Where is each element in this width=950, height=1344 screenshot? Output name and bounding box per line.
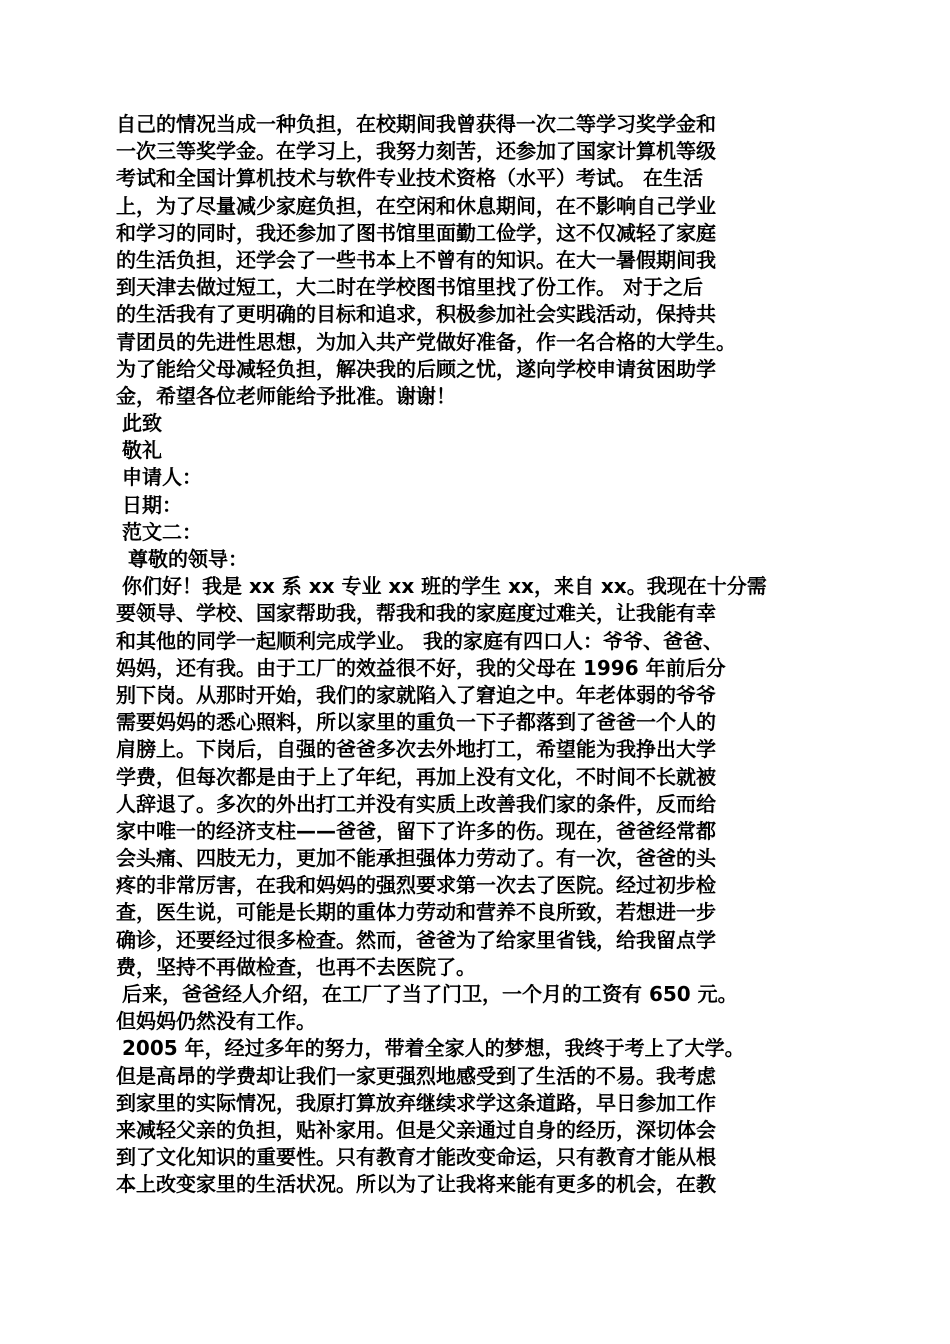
text-line: 你们好！我是 xx 系 xx 专业 xx 班的学生 xx，来自 xx。我现在十分需 — [122, 574, 767, 599]
text-line: 妈妈，还有我。由于工厂的效益很不好，我的父母在 1996 年前后分 — [116, 655, 726, 680]
text-line: 但是高昂的学费却让我们一家更强烈地感受到了生活的不易。我考虑 — [116, 1063, 716, 1088]
text-line: 一次三等奖学金。在学习上，我努力刻苦，还参加了国家计算机等级 — [116, 139, 716, 164]
text-line: 家中唯一的经济支柱——爸爸，留下了许多的伤。现在，爸爸经常都 — [116, 818, 716, 843]
text-line: 日期： — [122, 492, 182, 517]
text-line: 疼的非常厉害，在我和妈妈的强烈要求第一次去了医院。经过初步检 — [116, 873, 716, 898]
text-line: 费，坚持不再做检查，也再不去医院了。 — [116, 954, 476, 979]
text-line: 别下岗。从那时开始，我们的家就陷入了窘迫之中。年老体弱的爷爷 — [116, 682, 716, 707]
text-line: 此致 — [122, 411, 162, 436]
text-line: 范文二： — [122, 519, 202, 544]
text-line: 来减轻父亲的负担，贴补家用。但是父亲通过自身的经历，深切体会 — [116, 1117, 716, 1142]
text-line: 学费，但每次都是由于上了年纪，再加上没有文化，不时间不长就被 — [116, 764, 716, 789]
text-line: 的生活我有了更明确的目标和追求，积极参加社会实践活动，保持共 — [116, 302, 716, 327]
text-line: 上，为了尽量减少家庭负担，在空闲和休息期间，在不影响自己学业 — [116, 193, 716, 218]
text-line: 会头痛、四肢无力，更加不能承担强体力劳动了。有一次，爸爸的头 — [116, 846, 716, 871]
text-line: 的生活负担，还学会了一些书本上不曾有的知识。在大一暑假期间我 — [116, 247, 716, 272]
text-line: 后来，爸爸经人介绍，在工厂了当了门卫，一个月的工资有 650 元。 — [122, 982, 738, 1006]
text-line: 但妈妈仍然没有工作。 — [116, 1009, 316, 1034]
text-line: 人辞退了。多次的外出打工并没有实质上改善我们家的条件，反而给 — [116, 791, 716, 816]
text-line: 金，希望各位老师能给予批准。谢谢！ — [116, 383, 456, 408]
text-line: 考试和全国计算机技术与软件专业技术资格（水平）考试。 在生活 — [116, 166, 703, 191]
text-line: 尊敬的领导： — [128, 547, 248, 571]
text-line: 到天津去做过短工，大二时在学校图书馆里找了份工作。 对于之后 — [116, 275, 703, 300]
text-line: 和学习的同时，我还参加了图书馆里面勤工俭学，这不仅减轻了家庭 — [116, 220, 716, 245]
text-line: 肩膀上。下岗后，自强的爸爸多次去外地打工，希望能为我挣出大学 — [116, 737, 716, 762]
text-line: 和其他的同学一起顺利完成学业。 我的家庭有四口人：爷爷、爸爸、 — [116, 628, 723, 653]
text-line: 到家里的实际情况，我原打算放弃继续求学这条道路，早日参加工作 — [116, 1090, 716, 1115]
text-line: 申请人： — [122, 465, 202, 490]
text-line: 自己的情况当成一种负担，在校期间我曾获得一次二等学习奖学金和 — [116, 112, 716, 136]
document-page — [116, 111, 838, 1199]
text-line: 2005 年，经过多年的努力，带着全家人的梦想，我终于考上了大学。 — [122, 1036, 745, 1061]
text-line: 敬礼 — [122, 438, 162, 463]
text-line: 青团员的先进性思想，为加入共产党做好准备，作一名合格的大学生。 — [116, 329, 736, 354]
text-line: 要领导、学校、国家帮助我，帮我和我的家庭度过难关，让我能有幸 — [116, 601, 716, 626]
text-line: 为了能给父母减轻负担，解决我的后顾之忧，遂向学校申请贫困助学 — [116, 356, 716, 381]
text-line: 需要妈妈的悉心照料，所以家里的重负一下子都落到了爸爸一个人的 — [116, 710, 716, 735]
text-line: 到了文化知识的重要性。只有教育才能改变命运，只有教育才能从根 — [116, 1145, 716, 1170]
text-line: 查，医生说，可能是长期的重体力劳动和营养不良所致，若想进一步 — [116, 900, 716, 925]
text-line: 确诊，还要经过很多检查。然而，爸爸为了给家里省钱，给我留点学 — [116, 927, 716, 952]
text-line: 本上改变家里的生活状况。所以为了让我将来能有更多的机会，在教 — [116, 1172, 716, 1197]
